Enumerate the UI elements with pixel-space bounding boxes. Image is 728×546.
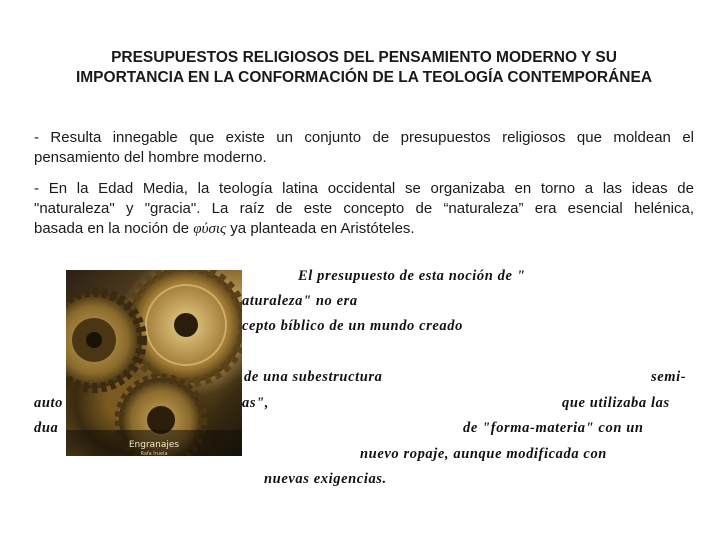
paragraph-1-line-1: - Resulta innegable que existe un conjunto de presupuestos religiosos que moldean el [34, 129, 694, 146]
quote-line-5a: auto [34, 395, 63, 411]
paragraph-2-line-3-pre: basada en la noción de [34, 220, 194, 237]
paragraph-2-line-2: "naturaleza" y "gracia". La raíz de este concepto de “naturaleza” era esencial helénica, [34, 200, 694, 217]
quote-line-6a: dua [34, 420, 59, 436]
quote-line-4a: de una subestructura [244, 369, 383, 385]
greek-term: φύσις [193, 221, 227, 237]
cover-title: Engranajes [128, 440, 180, 450]
quote-line-8: nuevas exigencias. [264, 471, 387, 487]
quote-line-6b: de "forma-materia" con un [463, 420, 644, 436]
cover-author: Rafa Iruela [140, 451, 168, 456]
paragraph-2 [34, 179, 694, 239]
quote-line-2: aturaleza" no era [242, 293, 358, 309]
quote-line-3: cepto bíblico de un mundo creado [242, 318, 463, 334]
paragraph-1 [34, 128, 694, 168]
paragraph-2-line-3 [34, 219, 694, 239]
paragraph-1-line-2: pensamiento del hombre moderno. [34, 149, 267, 166]
paragraph-2-line-3-post: ya planteada en Aristóteles. [226, 220, 415, 237]
quote-line-5b: as", [242, 395, 269, 411]
book-cover-image [66, 270, 242, 456]
quote-line-5c: que utilizaba las [562, 395, 670, 411]
paragraph-2-line-1: - En la Edad Media, la teología latina occidental se organizaba en torno a las ideas de [34, 180, 694, 197]
quote-line-4b: semi- [651, 369, 687, 385]
gears-illustration [66, 270, 242, 456]
title-line-1: PRESUPUESTOS RELIGIOSOS DEL PENSAMIENTO MODERNO Y SU [111, 49, 617, 66]
quote-line-1: El presupuesto de esta noción de " [298, 268, 526, 284]
quote-line-7: nuevo ropaje, aunque modificada con [360, 446, 607, 462]
title-line-2: IMPORTANCIA EN LA CONFORMACIÓN DE LA TEOLOGÍA CONTEMPORÁNEA [75, 69, 653, 86]
left-gear [66, 292, 142, 388]
page-title [40, 48, 688, 88]
